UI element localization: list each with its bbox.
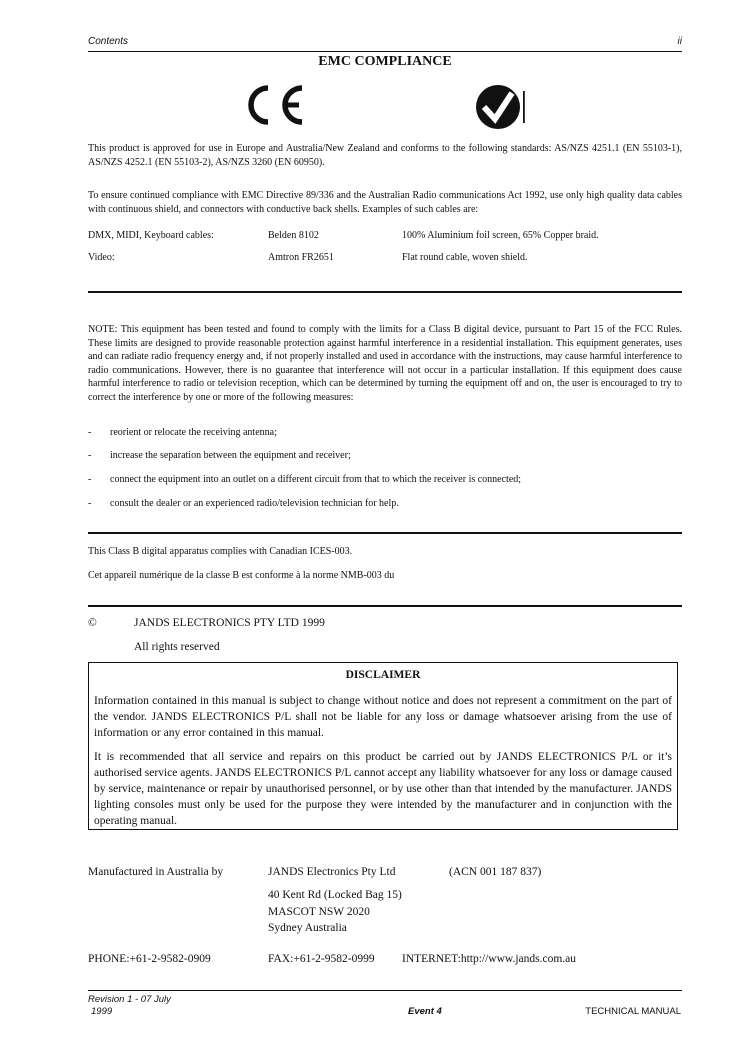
measure-text: reorient or relocate the receiving antenna;	[110, 427, 277, 438]
compliance-paragraph: To ensure continued compliance with EMC Directive 89/336 and the Australian Radio communications Act 1992, use only high quality data cables with continuous shield, and connectors with conductive back shells. Examples of such cables are:	[88, 190, 682, 215]
canada-compliance-en: This Class B digital apparatus complies with Canadian ICES-003.	[88, 546, 353, 557]
footer-manual-type: TECHNICAL MANUAL	[585, 1006, 681, 1017]
internet-address: INTERNET:http://www.jands.com.au	[402, 953, 577, 965]
cable-model: Belden 8102	[268, 230, 319, 241]
cable-use: Video:	[88, 252, 115, 263]
c-tick-logo	[474, 83, 526, 131]
fcc-note-paragraph: NOTE: This equipment has been tested and found to comply with the limits for a Class B digital device, pursuant to Part 15 of the FCC Rules. These limits are designed to provide reasonable protection against harmful interference in a residential installation. This equipment generates, uses and can radiate radio frequency energy and, if not properly installed and used in accordance with the instructions, may cause harmful interference to radio communications. However, there is no guarantee that interference will not occur in a particular installation. If this equipment does cause harmful interference to radio or television reception, which can be determined by turning the equipment off and on, the user is encouraged to try to correct the interference by one or more of the following measures:	[88, 324, 682, 403]
address-line: Sydney Australia	[268, 922, 347, 934]
cable-description: 100% Aluminium foil screen, 65% Copper braid.	[402, 230, 599, 241]
fax-number: FAX:+61-2-9582-0999	[268, 953, 375, 965]
canada-compliance-fr: Cet appareil numérique de la classe B est conforme à la norme NMB-003 du	[88, 570, 395, 581]
address-line: 40 Kent Rd (Locked Bag 15)	[268, 889, 402, 901]
header-page-number: ii	[677, 36, 682, 47]
manufacturer-name: JANDS Electronics Pty Ltd	[268, 866, 396, 878]
cable-use: DMX, MIDI, Keyboard cables:	[88, 230, 214, 241]
manufacturer-acn: (ACN 001 187 837)	[449, 866, 542, 878]
footer-product-name: Event 4	[408, 1006, 442, 1017]
copyright-symbol: ©	[88, 617, 97, 629]
phone-number: PHONE:+61-2-9582-0909	[88, 953, 211, 965]
rights-reserved: All rights reserved	[134, 641, 220, 653]
footer-revision-line-1: Revision 1 - 07 July	[88, 994, 171, 1005]
address-line: MASCOT NSW 2020	[268, 906, 370, 918]
manufacturer-label: Manufactured in Australia by	[88, 866, 224, 878]
section-divider	[88, 605, 682, 607]
section-divider	[88, 291, 682, 293]
copyright-holder: JANDS ELECTRONICS PTY LTD 1999	[134, 617, 325, 629]
section-divider	[88, 532, 682, 534]
cable-description: Flat round cable, woven shield.	[402, 252, 528, 263]
measure-text: connect the equipment into an outlet on a different circuit from that to which the receiver is connected;	[110, 474, 522, 485]
cable-model: Amtron FR2651	[268, 252, 334, 263]
ce-mark-logo	[238, 84, 308, 126]
page-title: EMC COMPLIANCE	[318, 54, 452, 69]
footer-revision-line-2: 1999	[91, 1006, 113, 1017]
disclaimer-paragraph-1: Information contained in this manual is subject to change without notice and does not represent a commitment on the part of the vendor. JANDS ELECTRONICS P/L shall not be liable for any loss or damage whatsoever arising from the use of information or any error contained in this manual.	[94, 695, 672, 739]
intro-paragraph: This product is approved for use in Europe and Australia/New Zealand and conforms to the following standards: AS/NZS 4251.1 (EN 55103-1), AS/NZS 4252.1 (EN 55103-2), AS/NZS 3260 (EN 60950).	[88, 143, 682, 168]
header-section-label: Contents	[88, 36, 129, 47]
footer-rule	[88, 990, 682, 991]
footer-revision	[88, 994, 171, 1018]
disclaimer-title: DISCLAIMER	[345, 669, 421, 681]
measure-text: increase the separation between the equipment and receiver;	[110, 450, 351, 461]
disclaimer-paragraph-2: It is recommended that all service and repairs on this product be carried out by JANDS ELECTRONICS P/L or it’s authorised service agents. JANDS ELECTRONICS P/L cannot accept any liability whatsoever for any loss or damage caused by service, maintenance or repair by unauthorised personnel, or by use other than that intended by the manufacturer. JANDS lighting consoles must only be used for the purpose they were intended by the manufacturer and in conjunction with the operating manual.	[94, 751, 672, 827]
measure-text: consult the dealer or an experienced radio/television technician for help.	[110, 498, 399, 509]
disclaimer-box	[88, 662, 678, 830]
header-rule	[88, 51, 682, 52]
